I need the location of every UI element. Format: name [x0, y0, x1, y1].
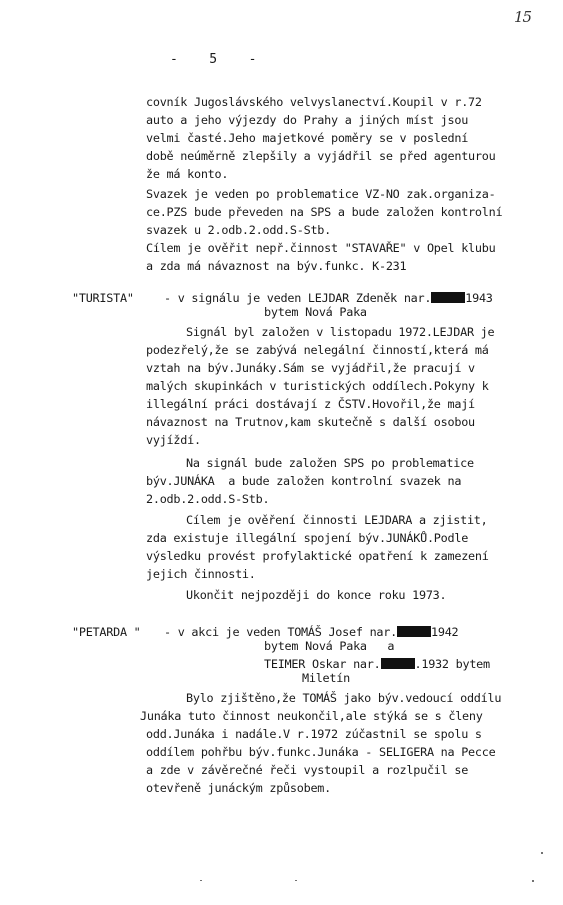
- petarda-intro: - v akci je veden TOMÁŠ Josef nar.: [164, 625, 397, 639]
- text-line: Junáka tuto činnost neukončil,ale stýká se s členy: [140, 709, 483, 723]
- text-line: oddílem pohřbu býv.funkc.Junáka - SELIGERA na Pecce: [146, 745, 496, 759]
- text-line: zda existuje illegální spojení býv.JUNÁKŮ.Podle: [146, 531, 469, 545]
- text-line: že má konto.: [146, 167, 229, 181]
- petarda-second-person-line: [264, 656, 490, 672]
- turista-year: 1943: [465, 291, 493, 305]
- text-line: odd.Junáka i nadále.V r.1972 zúčastnil se spolu s: [146, 727, 482, 741]
- scan-speck: [532, 880, 534, 882]
- redaction-bar: [381, 658, 415, 669]
- text-line: a zde v závěrečné řeči vystoupil a rozlpučil se: [146, 763, 469, 777]
- petarda-year: 1942: [430, 625, 459, 639]
- scan-speck: [541, 852, 543, 854]
- text-line: vztah na býv.Junáky.Sám se vyjádřil,že pracují v: [146, 361, 475, 375]
- text-line: Cílem je ověření činnosti LEJDARA a zjistit,: [186, 513, 488, 527]
- turista-residence: bytem Nová Paka: [264, 305, 367, 319]
- text-line: býv.JUNÁKA a bude založen kontrolní svazek na: [146, 474, 462, 488]
- text-line: Bylo zjištěno,že TOMÁŠ jako býv.vedoucí oddílu: [186, 691, 502, 705]
- petarda-second-year: .1932 bytem: [414, 657, 490, 671]
- petarda-residence: bytem Nová Paka a: [264, 639, 395, 653]
- redaction-bar: [397, 626, 431, 637]
- petarda-second-residence: Miletín: [302, 671, 350, 685]
- scan-speck: [200, 880, 202, 881]
- text-line: velmi časté.Jeho majetkové poměry se v poslední: [146, 131, 469, 145]
- text-line: illegální práci dostávají z ČSTV.Hovořil,že mají: [146, 397, 475, 411]
- turista-codename: "TURISTA": [72, 291, 134, 305]
- text-line: Cílem je ověřit nepř.činnost "STAVAŘE" v Opel klubu: [146, 241, 496, 255]
- text-line: covník Jugoslávského velvyslanectví.Koupil v r.72: [146, 95, 482, 109]
- text-line: otevřeně junáckým způsobem.: [146, 781, 332, 795]
- petarda-second-person: TEIMER Oskar nar.: [264, 657, 381, 671]
- text-line: podezřelý,že se zabývá nelegální činností,která má: [146, 343, 489, 357]
- text-line: vyjíždí.: [146, 433, 201, 447]
- text-line: době neúměrně zlepšily a vyjádřil se před agenturou: [146, 149, 496, 163]
- text-line: návaznost na Trutnov,kam skutečně s další osobou: [146, 415, 475, 429]
- page-number: - 5 -: [170, 52, 259, 67]
- text-line: ce.PZS bude převeden na SPS a bude založen kontrolní: [146, 205, 503, 219]
- turista-intro: - v signálu je veden LEJDAR Zdeněk nar.: [164, 291, 432, 305]
- text-line: auto a jeho výjezdy do Prahy a jiných míst jsou: [146, 113, 469, 127]
- text-line: Svazek je veden po problematice VZ-NO zak.organiza-: [146, 187, 496, 201]
- petarda-codename: "PETARDA ": [72, 625, 141, 639]
- redaction-bar: [431, 292, 465, 303]
- text-line: 2.odb.2.odd.S-Stb.: [146, 492, 270, 506]
- scan-speck: [295, 880, 297, 881]
- handwritten-page-number: 15: [514, 8, 532, 26]
- text-line: jejich činnosti.: [146, 567, 256, 581]
- text-line: Na signál bude založen SPS po problematice: [186, 456, 474, 470]
- text-line: výsledku provést profylaktické opatření k zamezení: [146, 549, 489, 563]
- text-line: Ukončit nejpozději do konce roku 1973.: [186, 588, 447, 602]
- text-line: svazek u 2.odb.2.odd.S-Stb.: [146, 223, 332, 237]
- text-line: Signál byl založen v listopadu 1972.LEJDAR je: [186, 325, 495, 339]
- text-line: malých skupinkách v turistických oddílech.Pokyny k: [146, 379, 489, 393]
- text-line: a zda má návaznost na býv.funkc. K-231: [146, 259, 407, 273]
